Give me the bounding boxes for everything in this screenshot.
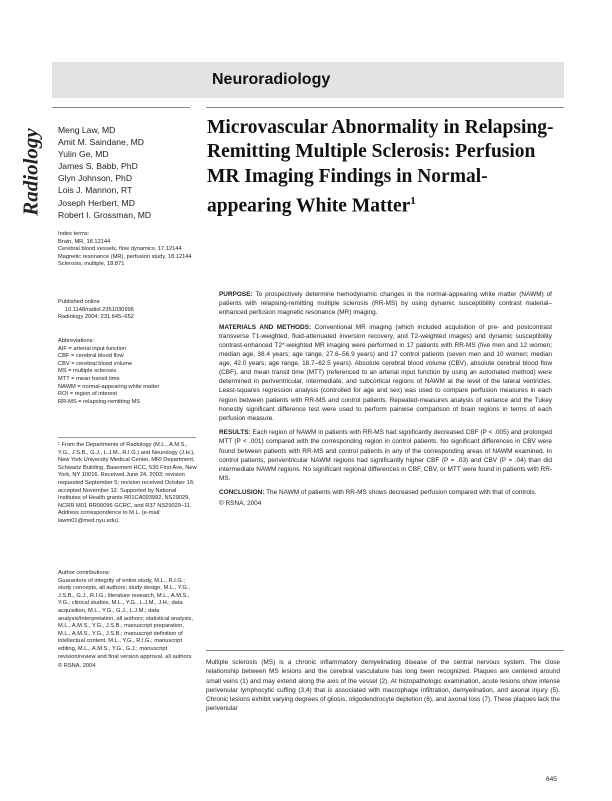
results-text: Each region of NAWM in patients with RR-MS had significantly decreased CBF (P < .005) and prolonged MTT (P < .001) compared with the corresponding region in control patients. No significant differences in CBV were found between patients with RR-MS and control patients in any of the corresponding areas of NAWM examined. In control patients, periventricular NAWM regions had significantly higher CBF (P = .03) and CBV (P = .04) than did intermediate NAWM regions. No significant regional differences in CBF, CBV, or MTT were found in patients with RR-MS. [219,429,552,482]
abstract-methods [219,323,552,423]
header-rule-left [52,107,190,108]
doi: 10.1148/radiol.2351030996 [65,306,134,313]
affiliation: ¹ From the Departments of Radiology (M.L., A.M.S., Y.G., J.S.B., G.J., L.J.M., R.I.G.) and Neurology (J.H.), New York University Medical Center, MRI Department, Schwartz Building, Basement HCC, 530 First Ave, New York, NY 10016. Received June 24, 2003; revision requested September 5; revision received October 16; accepted November 12. Supported by National Institutes of Health grants R01CA093992, NS29029, NCRR M01 RR00096 GCRC, and R37 NS29029–11. Address correspondence to M.L. (e-mail: lawm01@med.nyu.edu). [58,442,197,524]
author-list [58,124,198,221]
published-label: Published online [58,299,100,305]
abbreviations-heading: Abbreviations: [58,338,95,344]
footnote-rule [58,437,196,438]
conclusion-text: The NAWM of patients with RR-MS shows decreased perfusion compared with that of controls. [266,489,537,497]
abbreviations [58,338,198,406]
conclusion-label: CONCLUSION: [219,489,265,497]
body-text: Multiple sclerosis (MS) is a chronic inflammatory demyelinating disease of the central nervous system. The close relationship between MS lesions and the cerebral vasculature has long been recognized. Plaques are centered around small veins (1) and may extend along the axis of the vessel (2). At histopathologic examination, acute lesions show intense perivenular lymphocytic cuffing (3,4) that is associated with macrophage infiltration, demyelination, and axonal injury (5). Chronic lesions exhibit varying degrees of gliosis, oligodendrocyte depletion (6), and axonal loss (7). These plaques lack the perivenular [206,659,560,713]
author: James S. Babb, PhD [58,161,138,172]
abbreviation: AIF = arterial input function [58,345,127,352]
article-title [207,116,562,219]
abbreviation: CBV = cerebral blood volume [58,360,133,367]
section-title: Neuroradiology [212,71,331,88]
abstract-copyright: © RSNA, 2004 [219,499,262,507]
methods-label: MATERIALS AND METHODS: [219,323,312,331]
page-number: 645 [546,776,557,783]
abstract-results [219,428,552,483]
journal-name: Radiology [18,128,43,216]
publication-info [58,299,198,322]
index-term: Cerebral blood vessels, flow dynamics, 17.12144 [58,246,182,253]
purpose-label: PURPOSE: [219,291,253,298]
author: Robert I. Grossman, MD [58,209,152,220]
abbreviation: MS = multiple sclerosis [58,368,117,375]
abbreviation: NAWM = normal-appearing white matter [58,383,160,390]
index-term: Sclerosis, multiple, 18.871 [58,261,125,268]
header-rule-right [206,107,564,108]
contributions-copyright: © RSNA, 2004 [58,663,96,670]
abbreviation: RR-MS = relapsing-remitting MS [58,398,141,405]
article-title-text: Microvascular Abnormality in Relapsing-Remitting Multiple Sclerosis: Perfusion MR Imaging Findings in Normal-appearing White Matter [207,117,554,217]
affiliation-footnote [58,442,198,526]
author: Meng Law, MD [58,125,116,135]
author: Amit M. Saindane, MD [58,137,144,148]
author-contributions [58,570,198,671]
citation: Radiology 2004; 231:645–652 [58,314,134,321]
methods-text: Conventional MR imaging (which included acquisition of pre- and postcontrast transverse T1-weighted, fluid-attenuated inversion recovery, and T2-weighted images) and dynamic susceptibility contrast-enhanced T2*-weighted MR imaging were performed in 17 patients with RR-MS (five men and 12 women; median age, 38.4 years; age range, 27.6–56.9 years) and 17 control patients (seven men and 10 women; median age, 42.0 years; age range, 18.7–62.5 years). Absolute cerebral blood volume (CBV), absolute cerebral blood flow (CBF), and mean transit time (MTT) (referenced to an arterial input function by using an automated method) were determined in periventricular, intermediate, and subcortical regions of NAWM at the level of the lateral ventricles. Least-squares regression analysis (controlled for age and sex) was used to compare perfusion measures in each region between patients with RR-MS and control patients. Repeated-measures analysis of variance and the Tukey honestly significant difference test were used to perform pairwise comparison of brain regions in terms of each perfusion measure. [219,323,553,422]
index-terms-heading: Index terms: [58,231,90,237]
author: Joseph Herbert, MD [58,197,135,208]
contributions-heading: Author contributions: [58,570,111,576]
abstract-conclusion [219,488,552,497]
abbreviation: ROI = region of interest [58,391,117,398]
author: Lois J. Mannon, RT [58,185,133,196]
results-label: RESULTS: [219,429,251,437]
author: Glyn Johnson, PhD [58,173,133,184]
abbreviation: MTT = mean transit time [58,375,120,382]
abstract-purpose [219,290,552,317]
abstract [219,290,552,514]
title-footnote-marker: 1 [410,195,416,208]
index-term: Magnetic resonance (MR), perfusion study, 18.12144 [58,253,192,260]
index-terms [58,231,198,269]
journal-name-vertical [16,112,46,232]
abstract-divider [206,650,564,651]
abbreviation: CBF = cerebral blood flow [58,353,124,360]
contributions-text: Guarantors of integrity of entire study, M.L., R.I.G.; study concepts, all authors; study design, M.L., Y.G., J.S.B., G.J., R.I.G.; literature research, M.L., A.M.S., Y.G.; clinical studies, M.L., Y.G., L.J.M., J.H.; data acquisition, M.L., Y.G., G.J., L.J.M.; data analysis/interpretation, all authors; statistical analysis, M.L., A.M.S., Y.G., J.S.B.; manuscript preparation, M.L., A.M.S., Y.G., J.S.B.; manuscript definition of intellectual content, M.L., Y.G., R.I.G.; manuscript editing, M.L., A.M.S., Y.G., G.J.; manuscript revision/review and final version approval, all authors [58,577,193,660]
purpose-text: To prospectively determine hemodynamic changes in the normal-appearing white matter (NAWM) of patients with relapsing-remitting multiple sclerosis (RR-MS) by using dynamic susceptibility contrast material–enhanced perfusion magnetic resonance (MR) imaging. [219,291,552,317]
index-term: Brain, MR, 18.12144 [58,238,111,245]
author: Yulin Ge, MD [58,149,109,160]
